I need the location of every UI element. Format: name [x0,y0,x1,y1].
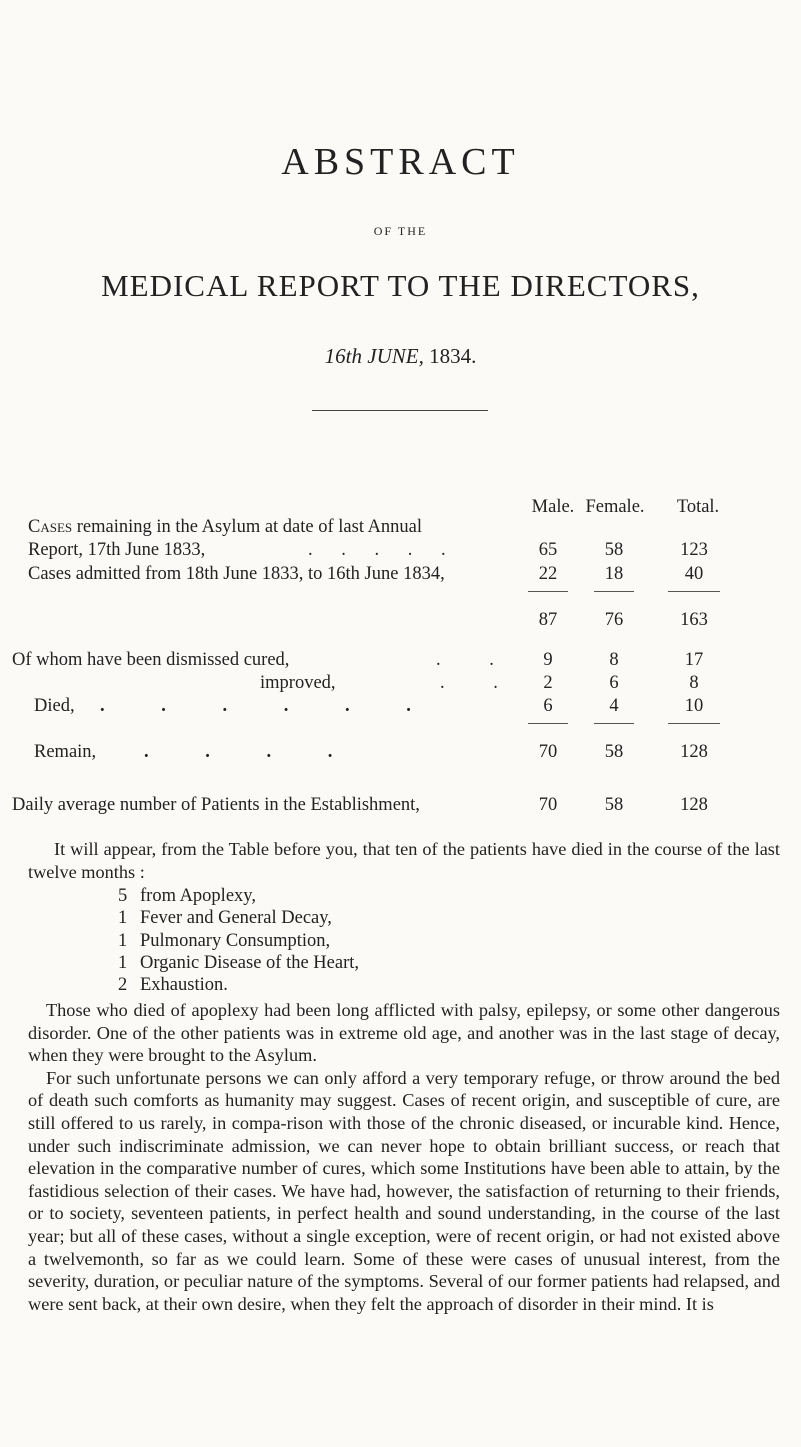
cause-count: 2 [118,975,128,996]
paragraph: For such unfortunate persons we can only afford a very temporary refuge, or throw around the bed of death such comforts as humanity may suggest. Cases of recent origin, and susceptible of cure, are still offered to us rarely, in compa-rison with those of the chronic diseased, or incurable kind. Hence, under such indiscriminate admission, we can never hope to obtain brilliant success, or reach that elevation in the comparative number of cures, which some Institutions have been able to attain, by the fastidious selection of their cases. We have had, however, the satisfaction of returning to their friends, or to society, seventeen patients, in perfect health and sound understanding, in the course of the last year; but all of these cases, without a single exception, were of recent origin, or had not existed above a twelvemonth, so far as we could learn. Some of these were cases of unusual interest, from the severity, duration, or peculiar nature of the symptoms. Several of our former patients had relapsed, and were sent back, at their own desire, when they felt the approach of disorder in their mind. It is [28,1067,780,1314]
sum-rule [668,723,720,724]
col-female: Female. [585,497,645,517]
sum-rule [594,723,634,724]
cell-male: 65 [538,540,558,560]
cause-count: 1 [118,930,128,951]
cell-male: 87 [538,610,558,630]
cell-female: 8 [609,650,619,670]
cell-total: 123 [680,540,708,560]
cause-text: Organic Disease of the Heart, [140,952,360,973]
table-row [0,693,801,719]
intro-paragraph [28,838,780,883]
sum-rule [594,591,634,592]
leader-dots: . . . . . . [100,696,437,716]
cell-female: 58 [604,540,624,560]
cell-male: 9 [543,650,553,670]
cell-total: 10 [684,696,704,716]
row-label: Cases remaining in the Asylum at date of last Annual [28,517,423,537]
cell-female: 58 [604,742,624,762]
table-row [0,792,801,818]
table-row [0,561,801,587]
cell-total: 128 [680,795,708,815]
list-item [118,952,359,974]
cell-female: 4 [609,696,619,716]
cell-female: 18 [604,564,624,584]
date-year: 1834. [429,344,477,368]
table-row [0,607,801,633]
cause-text: Fever and General Decay, [140,908,332,929]
cell-male: 2 [543,673,553,693]
cause-text: Pulmonary Consumption, [140,930,331,951]
col-total: Total. [676,497,720,517]
report-date [0,344,801,369]
table-row [0,739,801,765]
leader-dots: . . . . [144,742,359,762]
leader-dots: . . [440,673,520,693]
cell-female: 76 [604,610,624,630]
causes-of-death-list [118,885,359,996]
list-item [118,930,359,952]
cause-count: 1 [118,952,128,973]
cell-female: 58 [604,795,624,815]
cell-total: 163 [680,610,708,630]
cell-total: 40 [684,564,704,584]
cell-male: 70 [538,795,558,815]
sum-rule [668,591,720,592]
list-item [118,885,359,907]
cell-total: 17 [684,650,704,670]
date-month: JUNE, [367,344,424,368]
list-item [118,974,359,996]
col-male: Male. [531,497,575,517]
body-text [28,999,780,1315]
row-label: Remain, [34,742,97,762]
cause-count: 5 [118,886,128,906]
row-label: Cases admitted from 18th June 1833, to 16th June 1834, [28,564,445,584]
cause-count: 1 [118,908,128,929]
intro-text: It will appear, from the Table before you, that ten of the patients have died in the course of the last twelve months : [28,839,780,882]
subtitle: MEDICAL REPORT TO THE DIRECTORS, [101,268,700,303]
cell-female: 6 [609,673,619,693]
cell-male: 22 [538,564,558,584]
date-day: 16th [324,344,362,368]
table-row [0,537,801,563]
leader-dots: . . . . . [308,540,458,560]
title-rule [312,410,488,411]
cell-total: 128 [680,742,708,762]
cause-text: Exhaustion. [140,975,228,996]
list-item [118,907,359,929]
row-label: Report, 17th June 1833, [28,540,206,560]
cell-male: 6 [543,696,553,716]
row-label: improved, [260,673,336,693]
row-label: Of whom have been dismissed cured, [12,650,290,670]
row-label: Died, [34,696,75,716]
leader-dots: . . [436,650,516,670]
cause-text: from Apoplexy, [140,886,256,906]
paragraph: Those who died of apoplexy had been long afflicted with palsy, epilepsy, or some other dangerous disorder. One of the other patients was in extreme old age, and another was in the last stage of decay, when they were brought to the Asylum. [28,1000,780,1066]
title-connector: OF THE [373,224,428,238]
sum-rule [528,723,568,724]
row-label: Daily average number of Patients in the Establishment, [12,795,420,815]
title: ABSTRACT [281,141,520,183]
cell-total: 8 [689,673,699,693]
cell-male: 70 [538,742,558,762]
sum-rule [528,591,568,592]
